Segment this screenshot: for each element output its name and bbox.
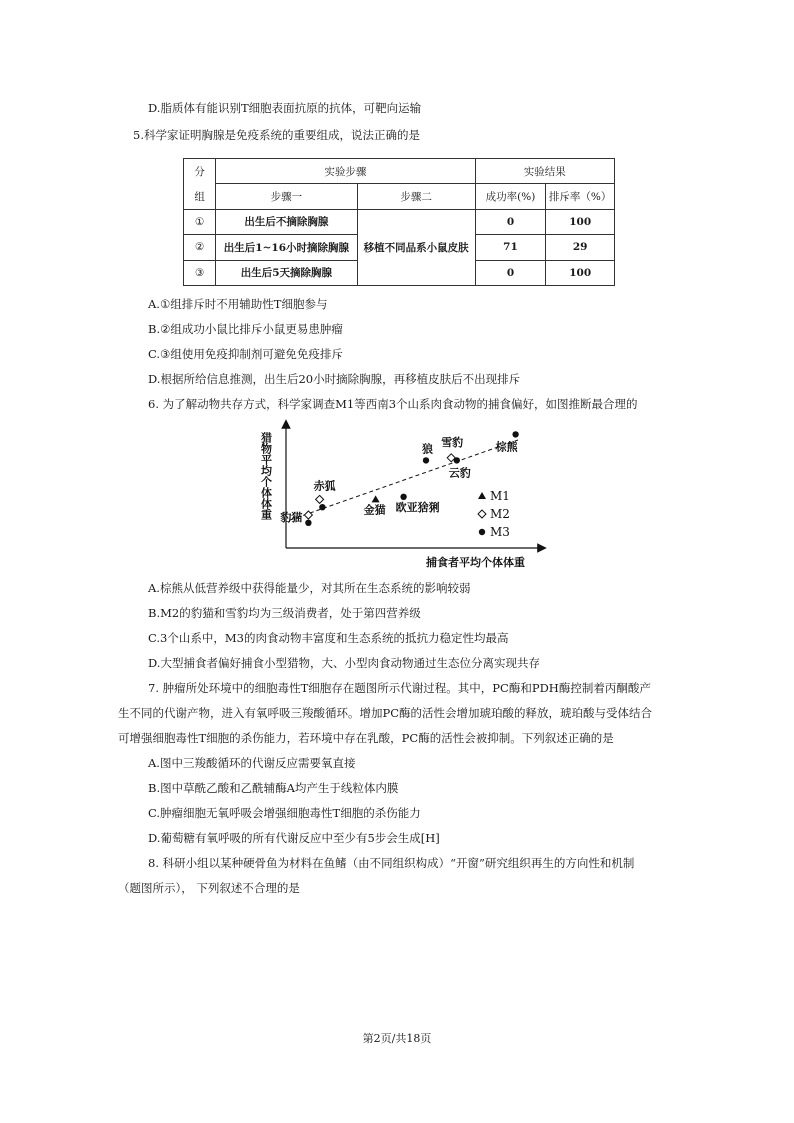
q7-option-d: D.葡萄糖有氧呼吸的所有代谢反应中至少有5步会生成[H] — [148, 831, 440, 845]
success-cell: 0 — [475, 260, 546, 285]
legend-label: M2 — [490, 507, 510, 521]
results-header: 实验结果 — [475, 159, 614, 184]
q8-stem-line1: 8. 科研小组以某种硬骨鱼为材料在鱼鳍（由不同组织构成）“开窗”研究组织再生的方向性和机制 — [148, 856, 635, 870]
q7-stem-line1: 7. 肿瘤所处环境中的细胞毒性T细胞存在题图所示代谢过程。其中，PC酶和PDH酶控制着丙酮酸产 — [148, 681, 651, 695]
q5-option-c: C.③组使用免疫抑制剂可避免免疫排斥 — [148, 347, 343, 361]
legend-marker-m1 — [478, 492, 486, 499]
point-label: 金猫 — [363, 503, 386, 517]
group-cell: ③ — [184, 260, 216, 285]
steps-header: 实验步骤 — [216, 159, 475, 184]
data-point-m3 — [319, 504, 325, 510]
step2-cell: 移植不同品系小鼠皮肤 — [357, 209, 475, 285]
point-label: 云豹 — [448, 466, 471, 480]
q7-option-c: C.肿瘤细胞无氧呼吸会增强细胞毒性T细胞的杀伤能力 — [148, 806, 421, 820]
experiment-table — [183, 158, 615, 286]
data-point-m1 — [372, 495, 380, 502]
legend-marker-m2 — [478, 510, 486, 518]
success-cell: 71 — [475, 235, 546, 260]
q6-stem: 6. 为了解动物共存方式，科学家调查M1等西南3个山系肉食动物的捕食偏好，如图推断最合理的 — [148, 397, 638, 411]
q6-option-a: A.棕熊从低营养级中获得能量少，对其所在生态系统的影响较弱 — [148, 581, 471, 595]
step1-cell: 出生后不摘除胸腺 — [216, 209, 358, 234]
q5-option-d: D.根据所给信息推测，出生后20小时摘除胸腺，再移植皮肤后不出现排斥 — [148, 372, 521, 386]
q5-stem: 5.科学家证明胸腺是免疫系统的重要组成，说法正确的是 — [133, 128, 420, 142]
x-axis-label: 捕食者平均个体体重 — [426, 556, 525, 569]
data-point-m3 — [400, 494, 406, 500]
group-header-top: 分 — [184, 159, 216, 184]
point-label: 狼 — [422, 442, 433, 456]
success-header: 成功率(%) — [475, 184, 546, 209]
group-header-bottom: 组 — [184, 184, 216, 209]
q7-option-b: B.图中草酰乙酸和乙酰辅酶A均产生于线粒体内膜 — [148, 781, 399, 795]
predation-scatter-chart — [250, 418, 550, 578]
data-point-m3 — [454, 457, 460, 463]
step1-header: 步骤一 — [216, 184, 358, 209]
data-point-m3 — [305, 520, 311, 526]
reject-cell: 100 — [546, 260, 615, 285]
q7-stem-line2: 生不同的代谢产物，进入有氧呼吸三羧酸循环。增加PC酶的活性会增加琥珀酸的释放，琥珀酸与受体结合 — [118, 706, 653, 720]
step1-cell: 出生后5天摘除胸腺 — [216, 260, 358, 285]
legend — [478, 489, 510, 539]
q6-option-d: D.大型捕食者偏好捕食小型猎物，大、小型肉食动物通过生态位分离实现共存 — [148, 656, 540, 670]
q4-option-d: D.脂质体有能识别T细胞表面抗原的抗体，可靶向运输 — [148, 101, 422, 115]
point-label: 欧亚猞猁 — [395, 500, 440, 514]
group-cell: ① — [184, 209, 216, 234]
reject-header: 排斥率（%） — [546, 184, 615, 209]
reject-cell: 100 — [546, 209, 615, 234]
data-point-m2 — [316, 495, 324, 503]
data-point-m3 — [512, 431, 518, 437]
point-label: 赤狐 — [313, 479, 336, 493]
point-label: 豹猫 — [280, 510, 303, 524]
q8-stem-line2: （题图所示）， 下列叙述不合理的是 — [118, 881, 300, 895]
q6-option-c: C.3个山系中，M3的肉食动物丰富度和生态系统的抵抗力稳定性均最高 — [148, 631, 509, 645]
data-point-m3 — [423, 457, 429, 463]
q5-option-a: A.①组排斥时不用辅助性T细胞参与 — [148, 297, 328, 311]
step1-cell: 出生后1~16小时摘除胸腺 — [216, 235, 358, 260]
q5-option-b: B.②组成功小鼠比排斥小鼠更易患肿瘤 — [148, 322, 343, 336]
q6-option-b: B.M2的豹猫和雪豹均为三级消费者，处于第四营养级 — [148, 606, 421, 620]
legend-label: M3 — [490, 525, 510, 539]
step2-header: 步骤二 — [357, 184, 475, 209]
point-label: 棕熊 — [495, 440, 518, 454]
reject-cell: 29 — [546, 235, 615, 260]
group-cell: ② — [184, 235, 216, 260]
y-axis-label: 猎物平均个体体重 — [259, 432, 273, 520]
page-footer: 第2页/共18页 — [362, 1032, 432, 1045]
q7-option-a: A.图中三羧酸循环的代谢反应需要氧直接 — [148, 756, 356, 770]
q7-stem-line3: 可增强细胞毒性T细胞的杀伤能力，若环境中存在乳酸，PC酶的活性会被抑制。下列叙述正确的是 — [118, 731, 614, 745]
legend-label: M1 — [490, 489, 510, 503]
point-label: 雪豹 — [441, 435, 464, 449]
legend-marker-m3 — [479, 529, 485, 535]
success-cell: 0 — [475, 209, 546, 234]
